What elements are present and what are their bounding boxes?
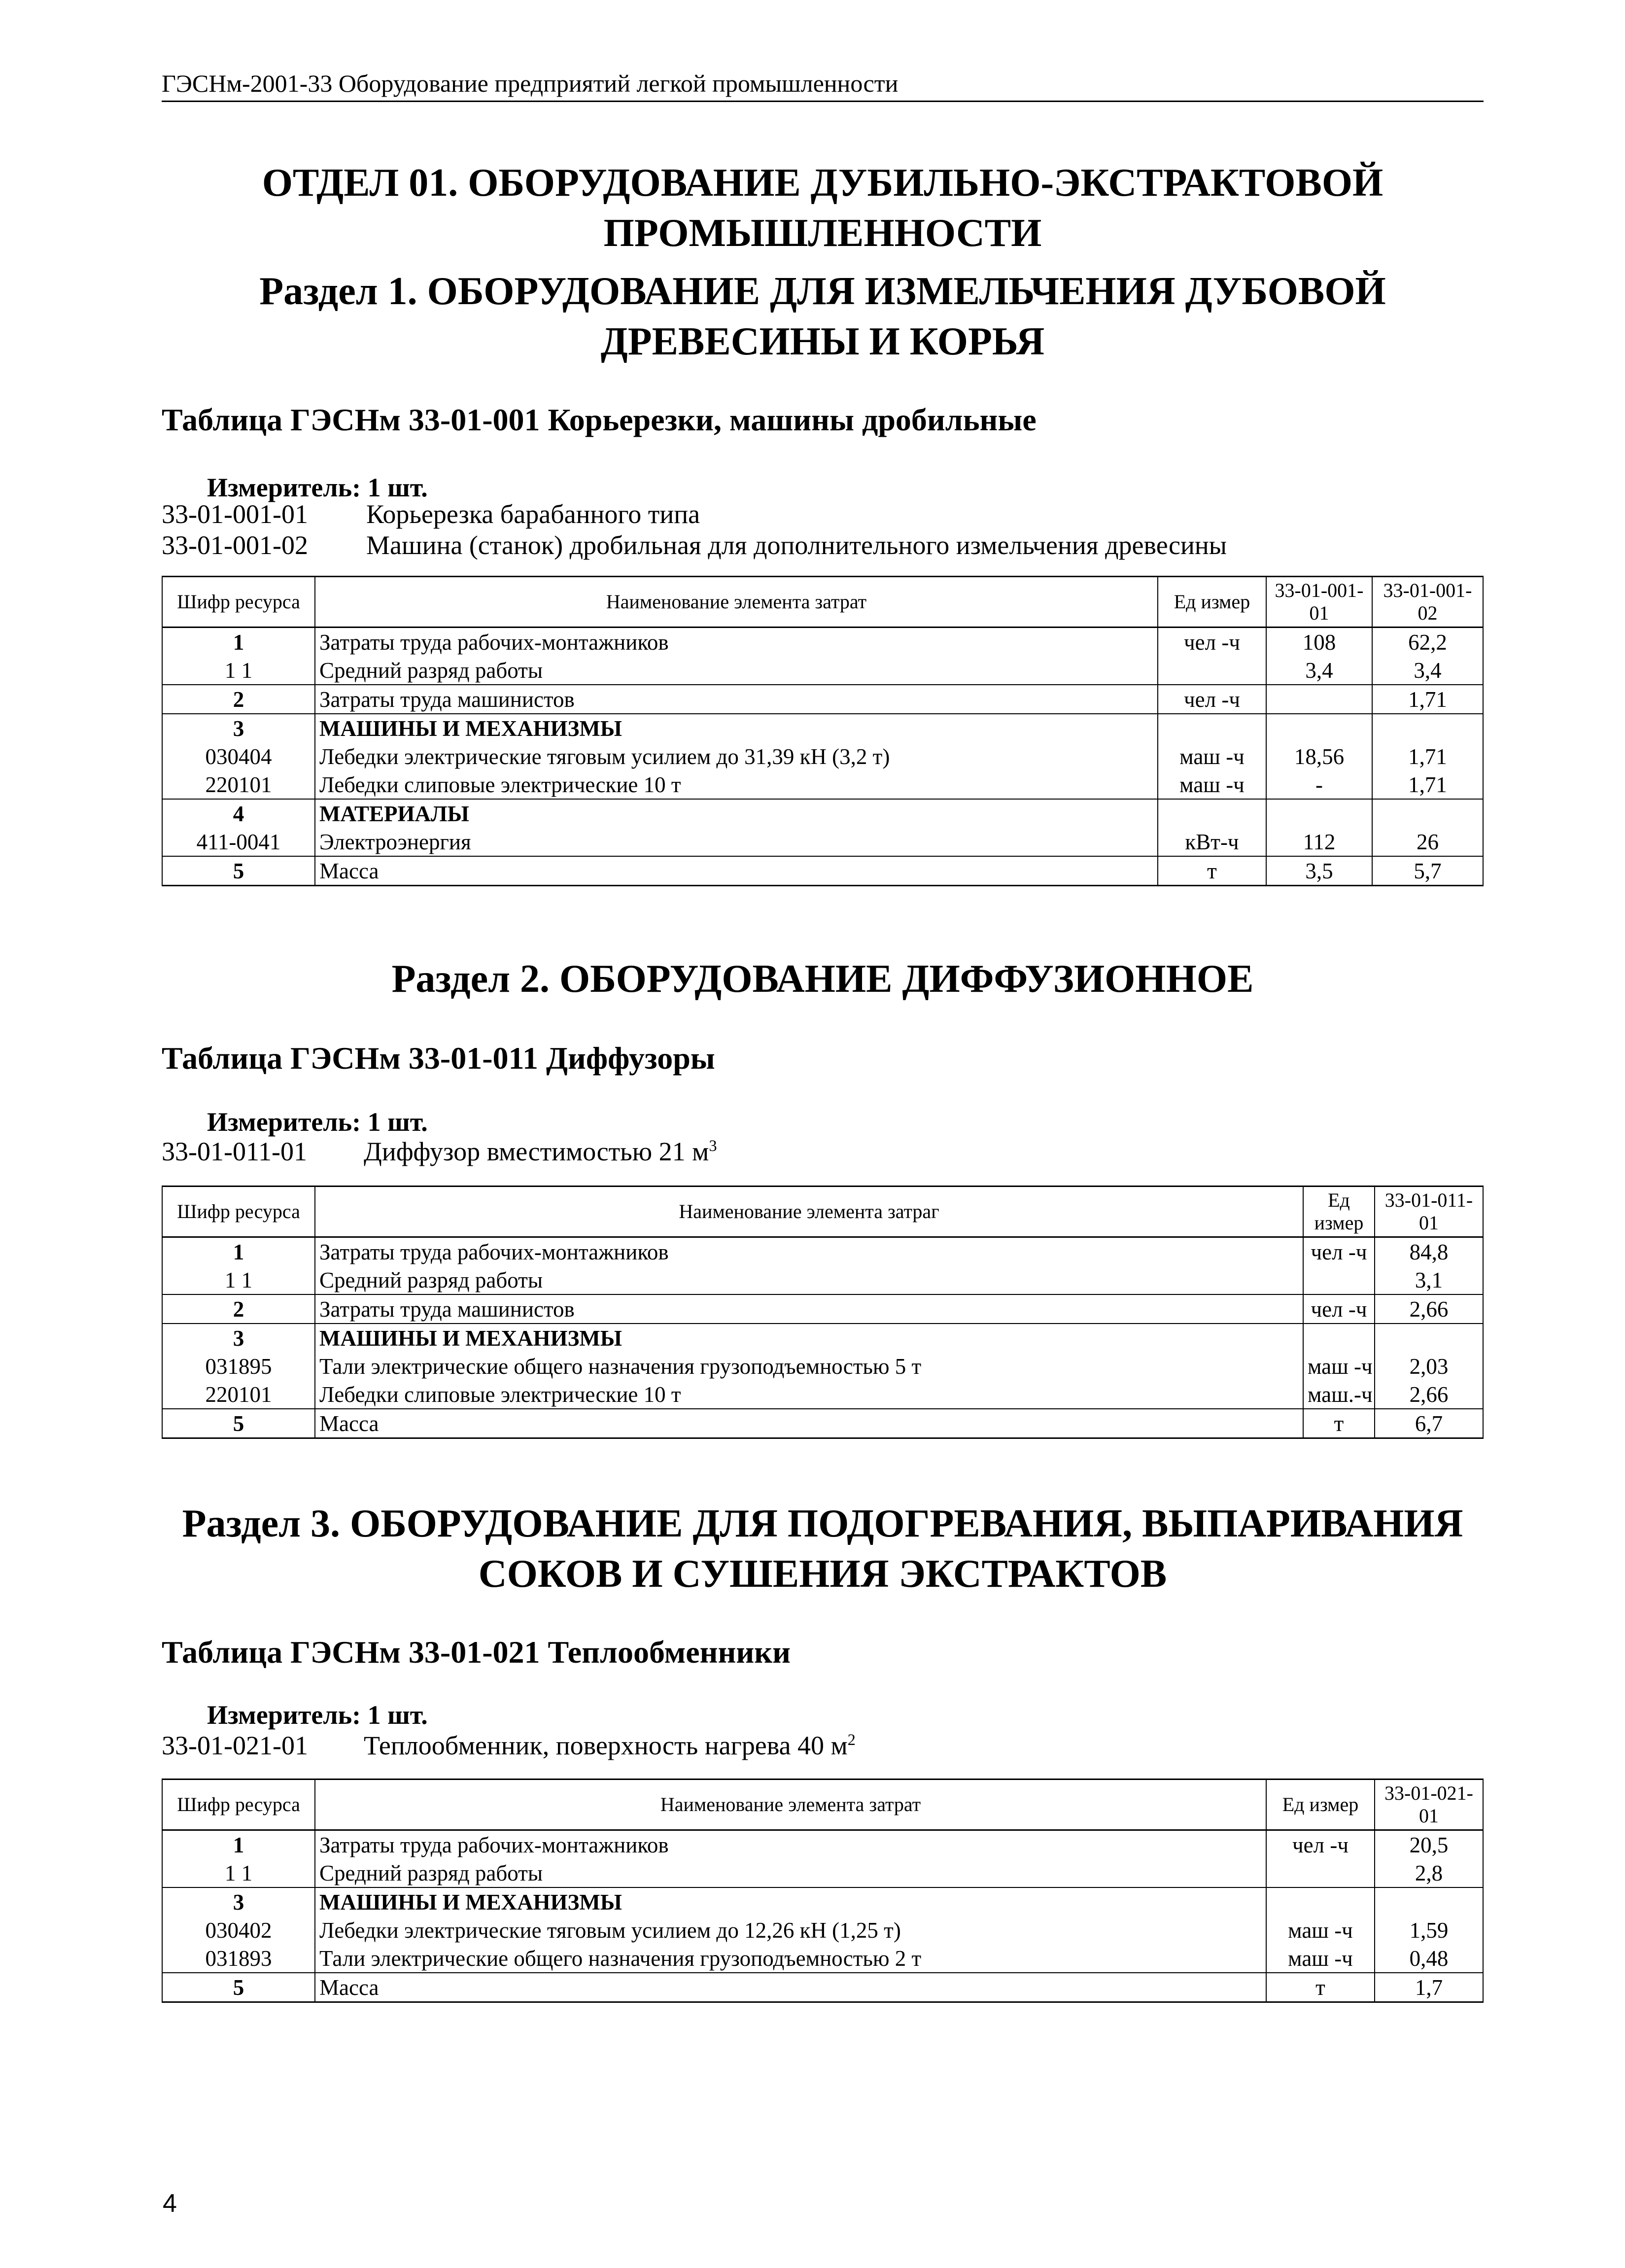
table-row [162,1380,1483,1409]
cell-code: 1 1 [162,1859,315,1887]
table-1-measure [207,472,428,503]
table-row [162,628,1483,657]
cell-v2: 5,7 [1372,856,1483,886]
cell-v2: 1,71 [1372,685,1483,714]
header-unit: Ед измер [1266,1780,1375,1830]
resource-table-3 [162,1779,1484,2003]
cell-code: 1 [162,1830,315,1859]
measure-label: Измеритель: [207,473,361,502]
cell-code: 5 [162,856,315,886]
cell-v1: 2,66 [1375,1380,1483,1409]
cell-v1: 0,48 [1375,1944,1483,1973]
cell-code: 2 [162,1294,315,1324]
cell-v2 [1372,714,1483,742]
cell-unit: маш -ч [1158,770,1266,799]
cell-code: 3 [162,714,315,742]
cell-v1: 20,5 [1375,1830,1483,1859]
cell-v1 [1266,685,1372,714]
cell-v1: 108 [1266,628,1372,657]
header-name: Наименование элемента затрат [315,577,1158,628]
cell-code: 2 [162,685,315,714]
page-header: ГЭСНм-2001-33 Оборудование предприятий легкой промышленности [162,69,1484,102]
cell-unit: чел -ч [1303,1294,1375,1324]
cell-name: МАШИНЫ И МЕХАНИЗМЫ [315,1887,1266,1916]
cell-unit: чел -ч [1266,1830,1375,1859]
table-row [162,1294,1483,1324]
cell-name: Масса [315,856,1158,886]
cell-v2: 62,2 [1372,628,1483,657]
page-number: 4 [163,2189,177,2218]
cell-v1 [1375,1887,1483,1916]
cell-name: Электроэнергия [315,828,1158,856]
table-row [162,1352,1483,1380]
cell-code: 4 [162,799,315,828]
cell-unit [1158,656,1266,685]
cell-unit [1303,1324,1375,1352]
resource-table-2 [162,1186,1484,1439]
cell-code: 411-0041 [162,828,315,856]
cell-v1 [1266,799,1372,828]
table-row [162,1237,1483,1266]
cell-code: 1 1 [162,656,315,685]
header-code: Шифр ресурса [162,1186,315,1237]
cell-unit: кВт-ч [1158,828,1266,856]
table-row [162,1266,1483,1294]
section-3-title-line-2: СОКОВ И СУШЕНИЯ ЭКСТРАКТОВ [478,1552,1167,1596]
table-2-body [162,1237,1483,1438]
table-header-row [162,1186,1483,1237]
cell-unit: маш -ч [1266,1944,1375,1973]
cell-v2: 1,71 [1372,742,1483,770]
cell-v2 [1372,799,1483,828]
cell-unit: маш.-ч [1303,1380,1375,1409]
section-3-title [162,1499,1484,1600]
cell-v1: 6,7 [1375,1409,1483,1438]
table-3-item [162,1730,856,1761]
cell-unit: чел -ч [1158,628,1266,657]
table-row [162,685,1483,714]
header-code: Шифр ресурса [162,1780,315,1830]
cell-unit: маш -ч [1158,742,1266,770]
cell-v1: 2,03 [1375,1352,1483,1380]
table-1-body [162,628,1483,886]
table-row [162,828,1483,856]
cell-unit: чел -ч [1158,685,1266,714]
header-name: Наименование элемента затраг [315,1186,1303,1237]
section-1-title-line-1: Раздел 1. ОБОРУДОВАНИЕ ДЛЯ ИЗМЕЛЬЧЕНИЯ ДУБОВОЙ [259,270,1386,313]
cell-v1: 112 [1266,828,1372,856]
cell-name: МАТЕРИАЛЫ [315,799,1158,828]
measure-value: 1 шт. [367,1700,428,1730]
cell-name: Лебедки слиповые электрические 10 т [315,770,1158,799]
table-1-title: Таблица ГЭСНм 33-01-001 Корьерезки, машины дробильные [162,402,1037,437]
item-name: Теплообменник, поверхность нагрева 40 м [364,1731,848,1760]
cell-name: Затраты труда машинистов [315,685,1158,714]
item-code: 33-01-011-01 [162,1137,307,1166]
cell-v1: 3,5 [1266,856,1372,886]
header-code: Шифр ресурса [162,577,315,628]
table-header-row [162,1780,1483,1830]
table-2-item [162,1136,717,1167]
cell-v1: 18,56 [1266,742,1372,770]
table-row [162,1409,1483,1438]
cell-name: Тали электрические общего назначения грузоподъемностью 5 т [315,1352,1303,1380]
item-code: 33-01-001-01 [162,499,308,529]
item-code: 33-01-021-01 [162,1731,308,1760]
cell-unit: т [1266,1973,1375,2002]
department-title-line-2: ПРОМЫШЛЕННОСТИ [603,211,1042,255]
cell-unit: т [1158,856,1266,886]
cell-unit [1266,1887,1375,1916]
cell-v2: 26 [1372,828,1483,856]
cell-v2: 3,4 [1372,656,1483,685]
header-unit: Ед измер [1303,1186,1375,1237]
cell-unit [1266,1859,1375,1887]
header-name: Наименование элемента затрат [315,1780,1266,1830]
cell-code: 031895 [162,1352,315,1380]
table-1-item-1 [162,499,700,529]
cell-name: Затраты труда рабочих-монтажников [315,1237,1303,1266]
cell-code: 220101 [162,1380,315,1409]
measure-value: 1 шт. [367,473,428,502]
cell-name: Масса [315,1409,1303,1438]
cell-name: Затраты труда рабочих-монтажников [315,1830,1266,1859]
header-col-1: 33-01-001-01 [1266,577,1372,628]
item-code: 33-01-001-02 [162,530,308,560]
cell-v1: 2,8 [1375,1859,1483,1887]
cell-unit: маш -ч [1266,1916,1375,1944]
item-name: Машина (станок) дробильная для дополнительного измельчения древесины [366,530,1227,560]
cell-name: МАШИНЫ И МЕХАНИЗМЫ [315,1324,1303,1352]
cell-code: 5 [162,1973,315,2002]
resource-table-1 [162,576,1484,886]
cell-unit: маш -ч [1303,1352,1375,1380]
cell-name: Затраты труда машинистов [315,1294,1303,1324]
table-row [162,1944,1483,1973]
table-3-body [162,1830,1483,2002]
table-row [162,1973,1483,2002]
table-row [162,656,1483,685]
table-3-title: Таблица ГЭСНм 33-01-021 Теплообменники [162,1635,791,1670]
cell-code: 220101 [162,770,315,799]
section-1-title-line-2: ДРЕВЕСИНЫ И КОРЬЯ [600,320,1045,364]
table-row [162,1859,1483,1887]
cell-name: Средний разряд работы [315,1859,1266,1887]
item-unit-superscript: 2 [847,1731,856,1749]
cell-unit [1158,799,1266,828]
cell-name: Лебедки слиповые электрические 10 т [315,1380,1303,1409]
cell-name: МАШИНЫ И МЕХАНИЗМЫ [315,714,1158,742]
cell-unit: т [1303,1409,1375,1438]
section-3-title-line-1: Раздел 3. ОБОРУДОВАНИЕ ДЛЯ ПОДОГРЕВАНИЯ, ВЫПАРИВАНИЯ [182,1502,1463,1545]
cell-unit: чел -ч [1303,1237,1375,1266]
cell-name: Средний разряд работы [315,656,1158,685]
cell-name: Масса [315,1973,1266,2002]
cell-v1 [1266,714,1372,742]
cell-code: 031893 [162,1944,315,1973]
department-title-line-1: ОТДЕЛ 01. ОБОРУДОВАНИЕ ДУБИЛЬНО-ЭКСТРАКТОВОЙ [262,161,1383,205]
section-2-title: Раздел 2. ОБОРУДОВАНИЕ ДИФФУЗИОННОЕ [391,957,1254,1001]
cell-name: Средний разряд работы [315,1266,1303,1294]
measure-label: Измеритель: [207,1107,361,1137]
table-row [162,714,1483,742]
header-col-1: 33-01-021-01 [1375,1780,1483,1830]
cell-code: 030402 [162,1916,315,1944]
department-title [162,158,1484,259]
table-row [162,770,1483,799]
table-row [162,856,1483,886]
cell-code: 3 [162,1324,315,1352]
item-name: Диффузор вместимостью 21 м [364,1137,709,1166]
cell-name: Тали электрические общего назначения грузоподъемностью 2 т [315,1944,1266,1973]
cell-v1: 3,1 [1375,1266,1483,1294]
cell-v1: 1,7 [1375,1973,1483,2002]
cell-name: Затраты труда рабочих-монтажников [315,628,1158,657]
table-3-measure [207,1700,428,1730]
cell-unit [1303,1266,1375,1294]
item-unit-superscript: 3 [709,1137,717,1155]
table-row [162,1830,1483,1859]
table-row [162,742,1483,770]
table-row [162,1916,1483,1944]
section-1-title [162,266,1484,367]
cell-v1: 1,59 [1375,1916,1483,1944]
table-1-item-2 [162,530,1227,560]
table-row [162,1324,1483,1352]
cell-code: 3 [162,1887,315,1916]
cell-name: Лебедки электрические тяговым усилием до 31,39 кН (3,2 т) [315,742,1158,770]
table-2-title: Таблица ГЭСНм 33-01-011 Диффузоры [162,1041,715,1076]
cell-code: 1 [162,1237,315,1266]
cell-code: 030404 [162,742,315,770]
cell-unit [1158,714,1266,742]
cell-v1 [1375,1324,1483,1352]
cell-v1: 2,66 [1375,1294,1483,1324]
table-header-row [162,577,1483,628]
header-col-1: 33-01-011-01 [1375,1186,1483,1237]
cell-code: 1 [162,628,315,657]
item-name: Корьерезка барабанного типа [366,499,700,529]
cell-v1: - [1266,770,1372,799]
cell-name: Лебедки электрические тяговым усилием до 12,26 кН (1,25 т) [315,1916,1266,1944]
header-col-2: 33-01-001-02 [1372,577,1483,628]
header-unit: Ед измер [1158,577,1266,628]
cell-v1: 84,8 [1375,1237,1483,1266]
table-row [162,1887,1483,1916]
measure-label: Измеритель: [207,1700,361,1730]
cell-v1: 3,4 [1266,656,1372,685]
table-2-measure [207,1107,428,1137]
table-row [162,799,1483,828]
cell-code: 5 [162,1409,315,1438]
cell-v2: 1,71 [1372,770,1483,799]
measure-value: 1 шт. [367,1107,428,1137]
cell-code: 1 1 [162,1266,315,1294]
